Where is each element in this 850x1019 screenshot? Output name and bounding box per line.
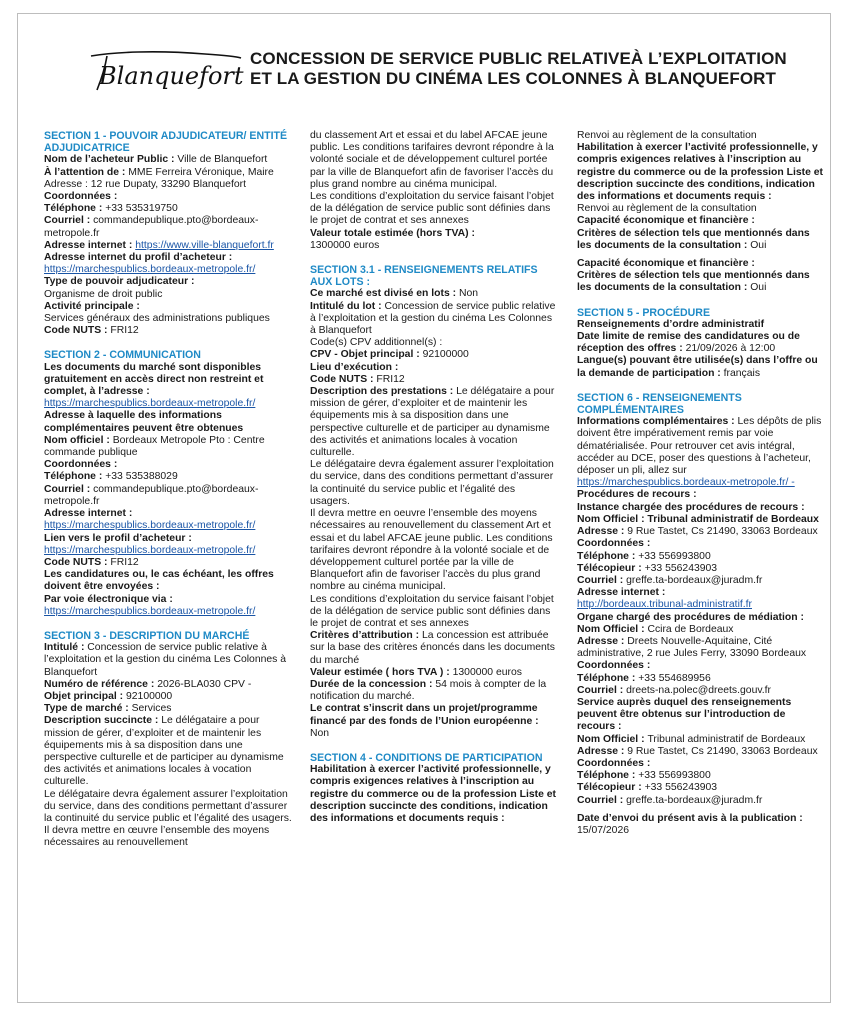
field-row [44, 679, 292, 691]
section-heading: SECTION 4 - CONDITIONS DE PARTICIPATION [310, 751, 543, 764]
field-value: Concession de service public relative à l’exploitation et la gestion du cinéma Les Colonnes à Blanquefort [310, 300, 556, 337]
field-row [577, 636, 823, 660]
field-label: Lien vers le profil d’acheteur : [44, 532, 192, 544]
field-value: dreets-na.polec@dreets.gouv.fr [626, 684, 772, 696]
field-label: Les candidatures ou, le cas échéant, les offres doivent être envoyées : [44, 569, 274, 593]
section-heading: SECTION 1 - POUVOIR ADJUDICATEUR/ ENTITÉ ADJUDICATRICE [44, 130, 288, 155]
field-row [310, 349, 556, 361]
field-label: Télécopieur : [577, 562, 645, 574]
field-label: Description succincte : [44, 715, 162, 727]
field-value: 92100000 [125, 690, 173, 702]
field-label: Courriel : [577, 684, 627, 696]
field-row [577, 514, 823, 538]
field-label: Capacité économique et financière : [577, 258, 755, 270]
field-row [577, 416, 823, 477]
field-label: Téléphone : [44, 471, 106, 483]
field-text: Services généraux des administrations publiques [44, 313, 270, 325]
field-value: +33 556993800 [638, 550, 711, 562]
field-value: 9 Rue Tastet, Cs 21490, 33063 Bordeaux [627, 745, 818, 757]
field-row [577, 575, 823, 587]
field-row [577, 270, 823, 294]
link-row [577, 599, 823, 611]
field-value: +33 535319750 [105, 203, 178, 215]
field-row [310, 288, 556, 300]
column-3 [577, 130, 823, 837]
field-row [310, 386, 556, 459]
field-label: Capacité économique et financière : [577, 215, 755, 227]
field-label: Valeur totale estimée (hors TVA) : [310, 227, 475, 239]
field-row [44, 557, 292, 569]
field-label: Adresse internet : [577, 587, 666, 599]
column-1 [44, 130, 292, 850]
field-text: Code(s) CPV additionnel(s) : [310, 337, 443, 349]
url-link[interactable]: https://www.ville-blanquefort.fr [135, 239, 274, 251]
field-label: Adresse internet du profil d’acheteur : [44, 252, 233, 264]
field-label: Courriel : [44, 483, 94, 495]
field-row [44, 715, 292, 788]
field-row [577, 355, 823, 379]
field-row [310, 630, 556, 667]
field-row [577, 770, 823, 782]
field-value: +33 556993800 [638, 770, 711, 782]
url-link[interactable]: https://marchespublics.bordeaux-metropole.fr/ - [577, 477, 795, 489]
url-link[interactable]: http://bordeaux.tribunal-administratif.fr [577, 599, 752, 611]
field-row [577, 795, 823, 807]
field-row [577, 673, 823, 685]
field-value: 92100000 [422, 349, 469, 361]
url-link[interactable]: https://marchespublics.bordeaux-metropole.fr/ [44, 605, 256, 617]
field-row [44, 703, 292, 715]
field-row [44, 167, 292, 191]
field-label: Type de pouvoir adjudicateur : [44, 276, 195, 288]
field-value: Les dépôts de plis doivent être impérativement remis par voie dématérialisée. Pour retrouver cet avis intégral, accéder au DCE, poser des questions à l’acheteur, déposer un pli, allez sur [577, 416, 822, 477]
field-value: Le délégataire a pour mission de gérer, d’exploiter et de maintenir les équipements mis à sa disposition dans une perspective culturelle et de participer au dynamisme des activités et animations locales à vocation culturelle. [44, 715, 284, 788]
field-row [577, 734, 823, 746]
field-label: Nom Officiel : [577, 623, 648, 635]
field-value: 1300000 euros [452, 666, 522, 678]
field-label: Numéro de référence : [44, 678, 158, 690]
field-row [44, 471, 292, 483]
svg-text:Blanquefort: Blanquefort [99, 62, 244, 90]
link-row [577, 477, 823, 489]
field-value: 21/09/2026 à 12:00 [685, 343, 776, 355]
field-row [310, 374, 556, 386]
column-2 [310, 130, 556, 825]
field-value: 2026-BLA030 CPV - [157, 678, 252, 690]
notice-title [250, 49, 810, 89]
field-label: Le contrat s’inscrit dans un projet/programme financé par des fonds de l’Union européenne : [310, 703, 539, 727]
field-value: FRI12 [110, 325, 139, 337]
field-row [577, 563, 823, 575]
field-text: 15/07/2026 [577, 824, 630, 836]
field-label: Par voie électronique via : [44, 593, 173, 605]
field-value: Bordeaux Metropole Pto : Centre commande publique [44, 434, 265, 459]
field-value: La concession est attribuée sur la base des critères énoncés dans les documents du marché [310, 630, 555, 666]
link-row [44, 398, 292, 410]
field-label: Durée de la concession : [310, 678, 436, 690]
field-row [44, 240, 292, 252]
field-value: Tribunal administratif de Bordeaux [647, 733, 806, 745]
field-row [44, 215, 292, 239]
field-value: greffe.ta-bordeaux@juradm.fr [626, 794, 763, 806]
field-value: Concession de service public relative à l’exploitation et la gestion du cinéma Les Colonnes à Blanquefort [44, 642, 287, 678]
field-text: Le délégataire devra également assurer l’exploitation du service, dans des conditions permettant d’assurer la continuité du service public et l’égalité des usagers. [310, 459, 554, 507]
field-row [44, 435, 292, 459]
field-label: Nom Officiel : Tribunal administratif de Bordeaux Adresse : [577, 513, 819, 538]
field-label: CPV - Objet principal : [310, 349, 423, 361]
field-label: Téléphone : [577, 770, 639, 782]
field-text: Organisme de droit public [44, 288, 163, 300]
field-text: Les conditions d’exploitation du service faisant l’objet de la délégation de service public sont définies dans le projet de contrat et ses annexes [310, 191, 554, 227]
field-value: Ccira de Bordeaux [647, 623, 734, 635]
field-value: Le délégataire a pour mission de gérer, d’exploiter et de maintenir les équipements mis à sa disposition dans une perspective culturelle et de participer au dynamisme des activités et animations locales à vocation culturelle. [310, 386, 555, 459]
field-value: Ville de Blanquefort [177, 154, 268, 166]
field-label: Adresse : [577, 635, 628, 647]
field-label: Courriel : [577, 574, 627, 586]
section-heading: SECTION 3 - DESCRIPTION DU MARCHÉ [44, 629, 250, 642]
field-label: Courriel : [577, 794, 627, 806]
url-link[interactable]: https://marchespublics.bordeaux-metropole.fr/ [44, 544, 256, 556]
field-value: Dreets Nouvelle-Aquitaine, Cité administrative, 2 rue Jules Ferry, 33090 Bordeaux [577, 635, 807, 660]
field-label: Ce marché est divisé en lots : [310, 288, 459, 300]
field-label: Date limite de remise des candidatures ou de réception des offres : [577, 331, 800, 355]
field-label: Informations complémentaires : [577, 416, 738, 428]
field-text: Renvoi au règlement de la consultation [577, 203, 757, 215]
field-value: +33 556243903 [644, 562, 718, 574]
section-heading: SECTION 2 - COMMUNICATION [44, 349, 201, 362]
field-value: commandepublique.pto@bordeaux-metropole.fr [44, 215, 259, 239]
field-text: du classement Art et essai et du label AFCAE jeune public. Les conditions tarifaires devront répondre à la volonté sociale et de développement culturel portée par la ville de Blanquefort afin de favoriser l’accès du plus grand nombre au cinéma municipal. [310, 130, 554, 190]
section-heading: SECTION 5 - PROCÉDURE [577, 306, 711, 319]
field-label: Habilitation à exercer l’activité professionnelle, y compris exigences relatives à l’inscription au registre du commerce ou de la profession Liste et description succincte des conditions, indication des informations et documents requis : [310, 764, 556, 824]
url-link[interactable]: https://marchespublics.bordeaux-metropole.fr/ [44, 264, 256, 276]
field-value: FRI12 [110, 556, 139, 568]
url-link[interactable]: https://marchespublics.bordeaux-metropole.fr/ [44, 520, 256, 532]
field-row [577, 551, 823, 563]
field-label: Adresse internet : [44, 508, 133, 520]
field-value: Non [459, 288, 479, 300]
field-row [577, 746, 823, 758]
field-value: 9 Rue Tastet, Cs 21490, 33063 Bordeaux [627, 526, 818, 538]
field-value: FRI12 [376, 373, 405, 385]
field-label: Type de marché : [44, 703, 132, 715]
field-row [577, 228, 823, 252]
field-text: Il devra mettre en œuvre l’ensemble des moyens nécessaires au renouvellement [44, 825, 270, 849]
field-row [310, 667, 556, 679]
field-text: Il devra mettre en oeuvre l’ensemble des moyens nécessaires au renouvellement du classement Art et essai et du label AFCAE jeune public. Les conditions tarifaires devront répondre à la volonté sociale et de développement culturel portée par la ville de Blanquefort afin de favoriser l’accès du plus grand nombre au cinéma municipal. [310, 508, 553, 593]
field-label: Date d’envoi du présent avis à la publication : [577, 812, 803, 824]
title-line-1: CONCESSION DE SERVICE PUBLIC RELATIVEÀ L’EXPLOITATION [250, 49, 787, 68]
field-label: Service auprès duquel des renseignements peuvent être obtenus sur l’introduction de recours : [577, 696, 792, 733]
field-text: Le délégataire devra également assurer l’exploitation du service, dans des conditions permettant d’assurer la continuité du service public et l’égalité des usagers. [44, 788, 292, 824]
field-label: Intitulé du lot : [310, 300, 385, 312]
field-label: Valeur estimée ( hors TVA ) : [310, 666, 453, 678]
field-value: Oui [750, 282, 767, 294]
field-row [44, 154, 292, 166]
field-label: Coordonnées : [577, 538, 651, 550]
field-value: 54 mois à compter de la notification du marché. [310, 678, 547, 703]
field-label: Adresse : [577, 745, 628, 757]
title-line-2: ET LA GESTION DU CINÉMA LES COLONNES À BLANQUEFORT [250, 69, 777, 88]
field-label: Procédures de recours : [577, 489, 697, 501]
field-row [310, 679, 556, 703]
field-text: 1300000 euros [310, 239, 380, 251]
field-label: Les documents du marché sont disponibles gratuitement en accès direct non restreint et complet, à l’adresse : [44, 361, 264, 398]
field-label: Courriel : [44, 215, 94, 227]
field-row [577, 782, 823, 794]
field-label: Objet principal : [44, 690, 126, 702]
field-label: Téléphone : [44, 203, 106, 215]
field-text: Non [310, 727, 330, 739]
field-value: commandepublique.pto@bordeaux-metropole.fr [44, 483, 259, 507]
field-label: Télécopieur : [577, 782, 645, 794]
field-label: Téléphone : [577, 672, 639, 684]
link-row [44, 520, 292, 532]
field-label: Coordonnées : [44, 459, 118, 471]
field-label: Nom de l’acheteur Public : [44, 154, 178, 166]
field-label: Critères de sélection tels que mentionnés dans les documents de la consultation : [577, 270, 810, 294]
field-row [44, 325, 292, 337]
field-label: Nom Officiel : [577, 733, 648, 745]
field-row [44, 691, 292, 703]
field-value: +33 554689956 [638, 672, 711, 684]
field-row [577, 331, 823, 355]
field-row [577, 685, 823, 697]
field-label: Coordonnées : [577, 660, 651, 672]
field-label: Langue(s) pouvant être utilisée(s) dans l’offre ou la demande de participation : [577, 355, 818, 379]
field-value: greffe.ta-bordeaux@juradm.fr [626, 574, 763, 586]
field-label: Organe chargé des procédures de médiation : [577, 611, 804, 623]
section-heading: SECTION 3.1 - RENSEIGNEMENTS RELATIFS AUX LOTS : [310, 264, 538, 289]
field-value: français [723, 367, 761, 379]
section-heading: SECTION 6 - RENSEIGNEMENTS COMPLÉMENTAIRES [577, 391, 742, 417]
field-label: À l’attention de : [44, 166, 129, 178]
field-label: Adresse à laquelle des informations complémentaires peuvent être obtenues [44, 410, 244, 434]
field-label: Critères d’attribution : [310, 630, 422, 642]
link-row [44, 545, 292, 557]
field-label: Adresse internet : [44, 239, 136, 251]
field-label: Coordonnées : [577, 757, 651, 769]
field-label: Code NUTS : [310, 373, 377, 385]
field-text: Les conditions d’exploitation du service faisant l’objet de la délégation de service public sont définies dans le projet de contrat et ses annexes [310, 593, 554, 629]
field-label: Lieu d’exécution : [310, 361, 399, 373]
field-label: Instance chargée des procédures de recours : [577, 501, 805, 513]
field-row [310, 301, 556, 338]
field-value: Services [131, 703, 172, 715]
field-label: Intitulé : [44, 642, 88, 654]
field-value: MME Ferreira Véronique, Maire Adresse : 12 rue Dupaty, 33290 Blanquefort [44, 166, 274, 190]
field-label: Critères de sélection tels que mentionnés dans les documents de la consultation : [577, 227, 810, 251]
field-row [44, 484, 292, 508]
field-label: Activité principale : [44, 300, 140, 312]
link-row [44, 606, 292, 618]
url-link[interactable]: https://marchespublics.bordeaux-metropole.fr/ [44, 398, 256, 410]
field-label: Renseignements d’ordre administratif [577, 318, 765, 330]
field-row [44, 203, 292, 215]
field-label: Habilitation à exercer l’activité professionnelle, y compris exigences relatives à l’inscription au registre du commerce ou de la profession Liste et description succincte des conditions, indication des informations et documents requis : [577, 142, 823, 203]
field-label: Code NUTS : [44, 325, 111, 337]
field-label: Nom officiel : [44, 434, 113, 446]
field-value: +33 535388029 [105, 471, 178, 483]
field-value: Oui [750, 239, 767, 251]
field-text: Renvoi au règlement de la consultation [577, 130, 757, 141]
field-label: Coordonnées : [44, 191, 118, 203]
field-value: +33 556243903 [644, 782, 718, 794]
link-row [44, 264, 292, 276]
field-label: Téléphone : [577, 550, 639, 562]
field-label: Code NUTS : [44, 556, 111, 568]
field-label: Description des prestations : [310, 386, 457, 398]
field-row [577, 624, 823, 636]
field-row [44, 642, 292, 679]
blanquefort-logo [85, 50, 245, 94]
